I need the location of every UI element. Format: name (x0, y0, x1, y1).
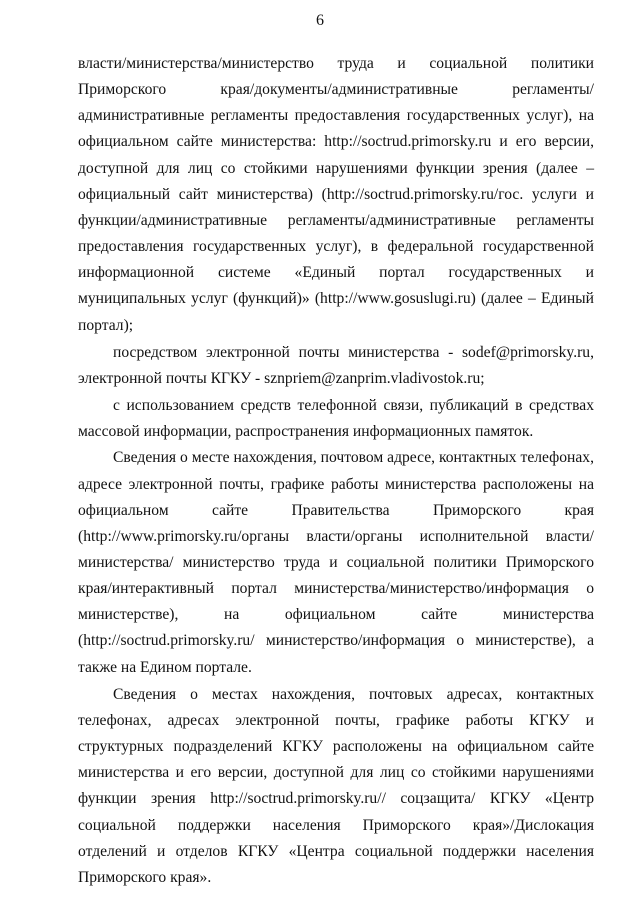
paragraph-continuation: власти/министерства/министерство труда и социальной политики Приморского края/документы/административные регламенты/административные регламенты предоставления государственных услуг), на официальном сайте министерства: http://soctrud.primorsky.ru и его версии, доступной для лиц со стойкими нарушениями функции зрения (далее – официальный сайт министерства) (http://soctrud.primorsky.ru/гос. услуги и функции/административные регламенты/административные регламенты предоставления государственных услуг), в федеральной государственной информационной системе «Единый портал государственных и муниципальных услуг (функций)» (http://www.gosuslugi.ru) (далее – Единый портал); (78, 55, 594, 334)
page-number: 6 (316, 12, 324, 29)
paragraph-kgku-location: Сведения о местах нахождения, почтовых адресах, контактных телефонах, адресах электронной почты, графике работы КГКУ и структурных подразделений КГКУ расположены на официальном сайте министерства и его версии, доступной для лиц со стойкими нарушениями функции зрения http://soctrud.primorsky.ru// соцзащита/ КГКУ «Центр социальной поддержки населения Приморского края»/Дислокация отделений и отделов КГКУ «Центра социальной поддержки населения Приморского края». (78, 685, 594, 886)
paragraph-email-channels: посредством электронной почты министерства - sodef@primorsky.ru, электронной почты КГКУ - sznpriem@zanprim.vladivostok.ru; (78, 343, 594, 387)
paragraph-ministry-location: Сведения о месте нахождения, почтовом адресе, контактных телефонах, адресе электронной почты, графике работы министерства расположены на официальном сайте Правительства Приморского края (http://www.primorsky.ru/органы власти/органы исполнительной власти/ министерства/ министерство труда и социальной политики Приморского края/интерактивный портал министерства/министерство/информация о министерстве), на официальном сайте министерства (http://soctrud.primorsky.ru/ министерство/информация о министерстве), а также на Едином портале. (78, 449, 594, 676)
paragraph-phone-media: с использованием средств телефонной связи, публикаций в средствах массовой информации, распространения информационных памяток. (78, 397, 594, 441)
document-body (78, 51, 594, 891)
